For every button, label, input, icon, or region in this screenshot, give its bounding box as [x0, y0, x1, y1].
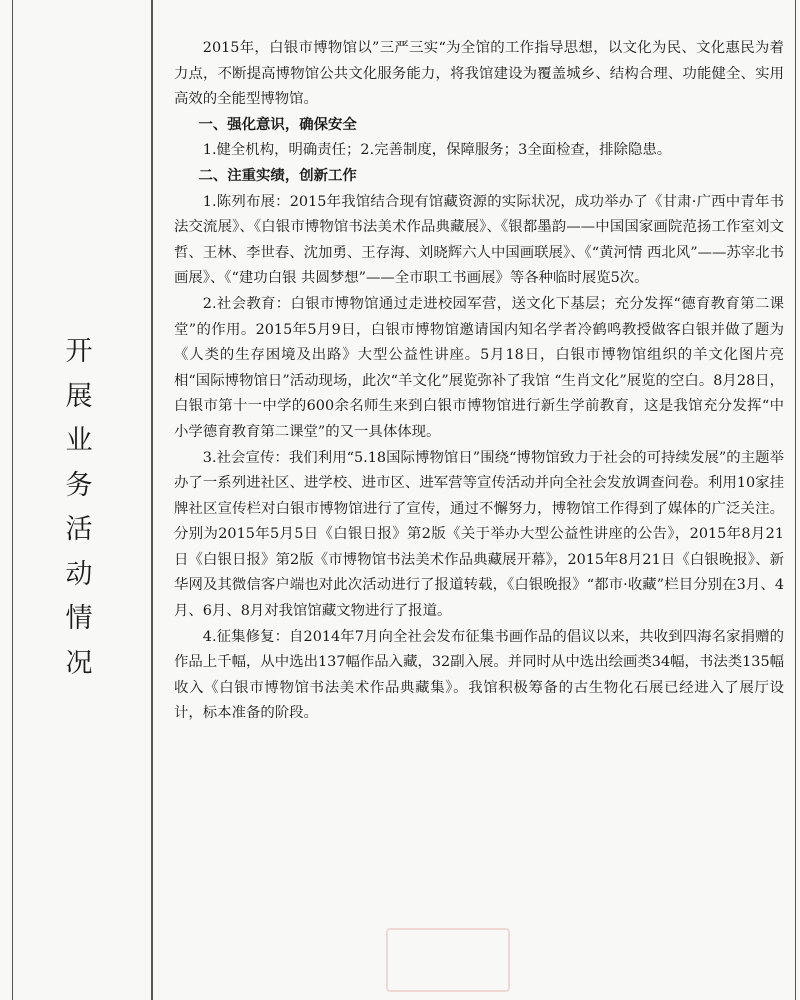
- side-title-char: 展: [65, 380, 93, 412]
- education-paragraph: 2.社会教育：白银市博物馆通过走进校园军营，送文化下基层；充分发挥“德育教育第二课堂”的作用。2015年5月9日，白银市博物馆邀请国内知名学者冷鹤鸣教授做客白银并做了题为《人类的生存困境及出路》大型公益性讲座。5月18日，白银市博物馆组织的羊文化图片亮相“国际博物馆日”活动现场，此次“羊文化”展览弥补了我馆 “生肖文化”展览的空白。8月28日，白银市第十一中学的600余名师生来到白银市博物馆进行新生学前教育，这是我馆充分发挥“中小学德育教育第二课堂”的又一具体体现。: [174, 295, 784, 440]
- seal-stamp: [386, 928, 510, 992]
- side-title-char: 开: [65, 336, 93, 367]
- side-title-char: 活: [65, 514, 93, 545]
- report-body: [174, 36, 784, 727]
- side-title-char: 务: [65, 469, 93, 501]
- exhibition-paragraph: 1.陈列布展：2015年我馆结合现有馆藏资源的实际状况，成功举办了《甘肃·广西中青年书法交流展》、《白银市博物馆书法美术作品典藏展》、《银都墨韵——中国国家画院范扬工作室刘文哲、王林、李世春、沈加勇、王存海、刘晓辉六人中国画联展》、《“黄河情 西北风”——苏宰北书画展》、《“建功白银 共圆梦想”——全市职工书画展》等各种临时展览5次。: [174, 193, 784, 287]
- side-title: [57, 330, 101, 686]
- publicity-paragraph: 3.社会宣传：我们利用“5.18国际博物馆日”围绕“博物馆致力于社会的可持续发展”的主题举办了一系列进社区、进学校、进市区、进军营等宣传活动并向全社会发放调查问卷。利用10家挂牌社区宣传栏对白银市博物馆进行了宣传，通过不懈努力，博物馆工作得到了媒体的广泛关注。分别为2015年5月5日《白银日报》第2版《关于举办大型公益性讲座的公告》，2015年8月21日《白银日报》第2版《市博物馆书法美术作品典藏展开幕》，2015年8月21日《白银晚报》、新华网及其微信客户端也对此次活动进行了报道转载，《白银晚报》“都市·收藏”栏目分别在3月、4月、6月、8月对我馆馆藏文物进行了报道。: [174, 449, 784, 620]
- side-title-char: 业: [65, 425, 93, 456]
- section-heading-1: 一、强化意识，确保安全: [198, 116, 357, 133]
- intro-paragraph: 2015年，白银市博物馆以”三严三实“为全馆的工作指导思想，以文化为民、文化惠民为着力点，不断提高博物馆公共文化服务能力，将我馆建设为覆盖城乡、结构合理、功能健全、实用高效的全能型博物馆。: [174, 40, 784, 108]
- safety-paragraph: 1.健全机构，明确责任；2.完善制度，保障服务；3全面检查，排除隐患。: [202, 142, 672, 159]
- side-title-char: 情: [65, 603, 93, 634]
- side-label-column: [0, 0, 152, 1000]
- side-title-char: 况: [65, 647, 93, 679]
- collection-paragraph: 4.征集修复：自2014年7月向全社会发布征集书画作品的倡议以来，共收到四海名家捐赠的作品上千幅，从中选出137幅作品入藏，32副入展。并同时从中选出绘画类34幅，书法类135幅收入《白银市博物馆书法美术作品典藏集》。我馆积极筹备的古生物化石展已经进入了展厅设计，标本准备的阶段。: [174, 628, 784, 722]
- side-title-char: 动: [65, 558, 93, 590]
- border-right: [795, 0, 796, 1000]
- section-heading-2: 二、注重实绩，创新工作: [198, 167, 357, 184]
